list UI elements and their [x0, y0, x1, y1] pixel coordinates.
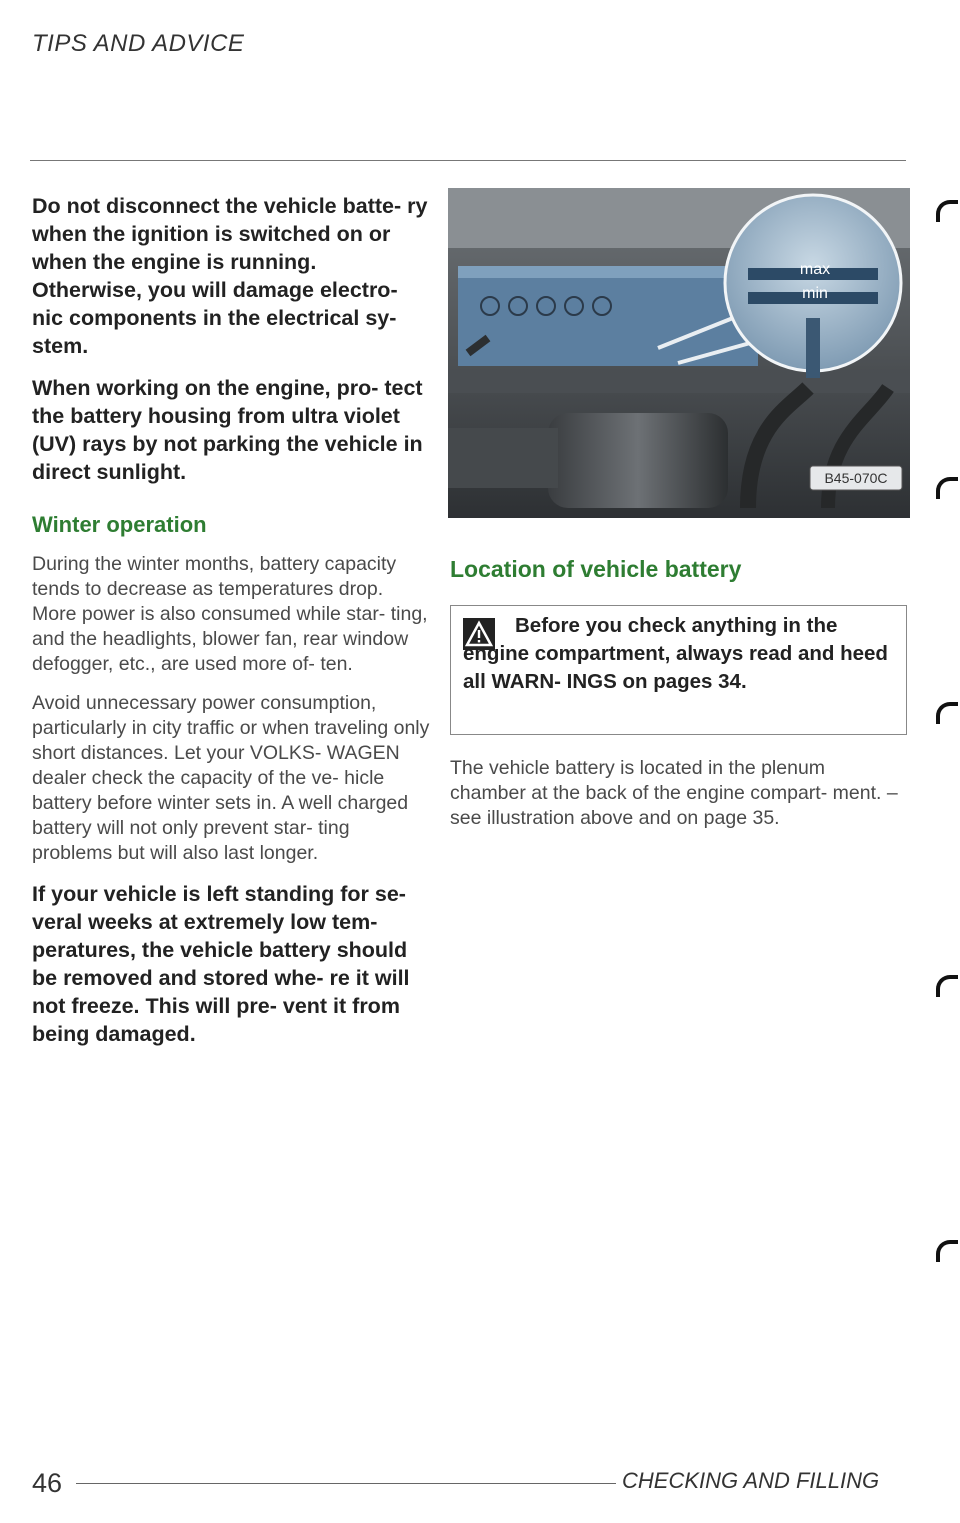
left-column	[32, 192, 432, 1048]
footer-rule	[76, 1483, 616, 1484]
figure-code: B45-070C	[824, 470, 888, 486]
section-heading: Location of vehicle battery	[450, 556, 742, 582]
battery-location-photo	[448, 188, 910, 518]
winter-heading: Winter operation	[32, 512, 207, 537]
winter-paragraph-1: During the winter months, battery capacity tends to decrease as temperatures drop. More power is also consumed while star- ting, and the headlights, blower fan, rear window defogger, etc., are used more of- ten.	[32, 553, 428, 675]
margin-mark	[936, 702, 958, 724]
min-label: min	[802, 285, 828, 302]
margin-mark	[936, 1240, 958, 1262]
warnbox-text: Before you check anything in the engine compartment, always read and heed all WARN- INGS on pages 34.	[463, 614, 888, 693]
header-rule	[30, 160, 906, 161]
winter-paragraph-2: Avoid unnecessary power consumption, particularly in city traffic or when traveling only short distances. Let your VOLKS- WAGEN dealer check the capacity of the ve- hicle battery before winter sets in. A well charged battery will not only prevent star- ting problems but will also last longer.	[32, 692, 430, 864]
margin-mark	[936, 200, 958, 222]
max-label: max	[799, 261, 831, 278]
warning-uv: When working on the engine, pro- tect the battery housing from ultra violet (UV) rays by not parking the vehicle in direct sunlight.	[32, 376, 423, 484]
location-paragraph: The vehicle battery is located in the plenum chamber at the back of the engine compart- ment. – see illustration above and on page 35.	[450, 757, 898, 829]
section-heading-wrap	[450, 556, 905, 583]
running-header: TIPS AND ADVICE	[32, 30, 245, 57]
page-number: 46	[32, 1468, 63, 1498]
margin-mark	[936, 477, 958, 499]
warning-disconnect: Do not disconnect the vehicle batte- ry when the ignition is switched on or when the engine is running. Otherwise, you will damage electro- nic components in the electrical sy- stem.	[32, 194, 428, 358]
margin-mark	[936, 975, 958, 997]
warning-storage: If your vehicle is left standing for se- veral weeks at extremely low tem- peratures, the vehicle battery should be removed and stored whe- re it will not freeze. This will pre- vent it from being damaged.	[32, 882, 410, 1046]
footer-section-title: CHECKING AND FILLING	[622, 1468, 880, 1493]
warning-box	[450, 605, 907, 735]
